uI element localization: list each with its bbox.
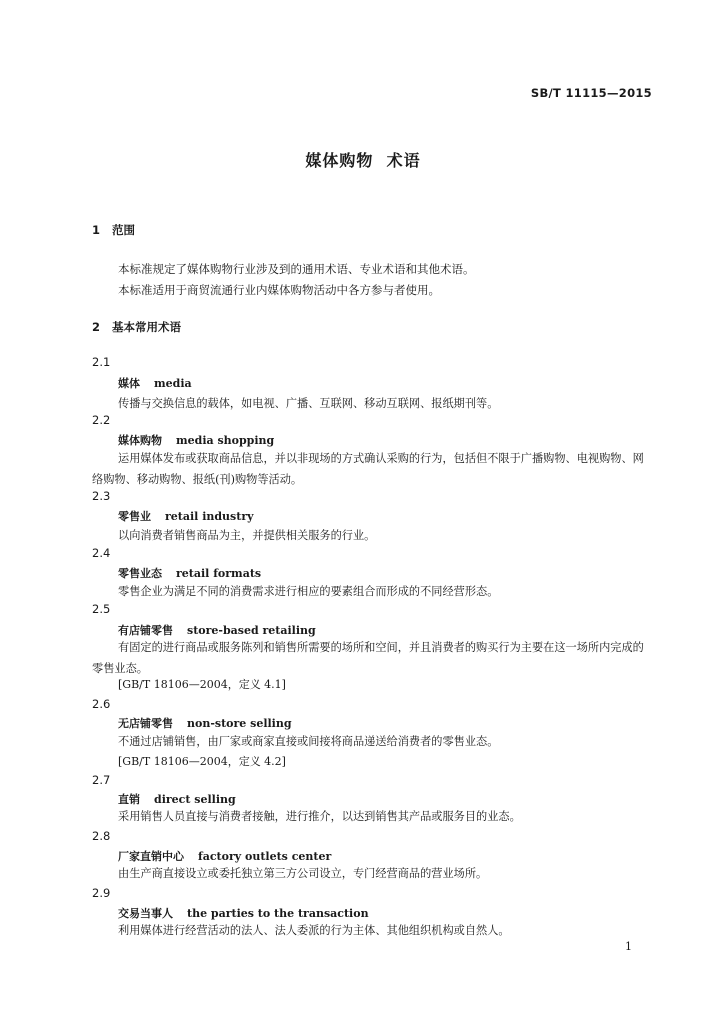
term-number: 2.8: [92, 829, 111, 843]
section-number: 2: [92, 320, 101, 334]
term-entry: [118, 432, 274, 448]
section-title: 基本常用术语: [112, 320, 181, 334]
term-number: 2.5: [92, 602, 111, 616]
term-entry: [118, 715, 292, 731]
term-definition: 运用媒体发布或获取商品信息，并以非现场的方式确认采购的行为，包括但不限于广播购物、电视购物、网络购物、移动购物、报纸(刊)购物等活动。: [92, 452, 644, 486]
term-chinese: 交易当事人: [118, 907, 173, 920]
term-number: 2.4: [92, 546, 111, 560]
term-definition: 以向消费者销售商品为主，并提供相关服务的行业。: [118, 529, 376, 542]
document-title: 媒体购物 术语: [305, 151, 421, 170]
section-heading-scope: [92, 222, 135, 238]
term-entry: [118, 848, 331, 864]
scope-paragraph-1: 本标准规定了媒体购物行业涉及到的通用术语、专业术语和其他术语。: [118, 262, 475, 276]
section-title: 范围: [112, 223, 135, 237]
section-number: 1: [92, 223, 101, 237]
term-definition: 采用销售人员直接与消费者接触，进行推介，以达到销售其产品或服务目的业态。: [118, 810, 521, 823]
term-english: the parties to the transaction: [187, 907, 369, 920]
term-entry: [118, 791, 236, 807]
term-entry: [118, 622, 316, 638]
term-english: retail industry: [165, 510, 254, 523]
term-english: non-store selling: [187, 717, 292, 730]
term-chinese: 零售业态: [118, 567, 162, 580]
term-chinese: 有店铺零售: [118, 624, 173, 637]
term-english: retail formats: [176, 567, 262, 580]
term-number: 2.6: [92, 697, 111, 711]
term-entry: [118, 905, 369, 921]
term-definition: 零售企业为满足不同的消费需求进行相应的要素组合而形成的不同经营形态。: [118, 585, 499, 598]
term-entry: [118, 565, 261, 581]
term-chinese: 媒体: [118, 377, 140, 390]
term-definition: 由生产商直接设立或委托独立第三方公司设立，专门经营商品的营业场所。: [118, 867, 488, 880]
term-chinese: 厂家直销中心: [118, 850, 184, 863]
term-entry: [118, 508, 254, 524]
term-english: store-based retailing: [187, 624, 316, 637]
term-chinese: 媒体购物: [118, 434, 162, 447]
term-english: media: [154, 377, 192, 390]
term-english: direct selling: [154, 793, 236, 806]
term-number: 2.7: [92, 773, 111, 787]
term-definition: 有固定的进行商品或服务陈列和销售所需要的场所和空间，并且消费者的购买行为主要在这一场所内完成的零售业态。: [92, 641, 644, 675]
term-english: media shopping: [176, 434, 275, 447]
term-chinese: 无店铺零售: [118, 717, 173, 730]
term-chinese: 直销: [118, 793, 140, 806]
term-number: 2.3: [92, 489, 111, 503]
term-number: 2.9: [92, 886, 111, 900]
term-reference: [GB/T 18106—2004，定义 4.2]: [118, 755, 286, 768]
term-definition: 传播与交换信息的载体，如电视、广播、互联网、移动互联网、报纸期刊等。: [118, 397, 499, 410]
scope-paragraph-2: 本标准适用于商贸流通行业内媒体购物活动中各方参与者使用。: [118, 283, 440, 297]
term-definition: 利用媒体进行经营活动的法人、法人委派的行为主体、其他组织机构或自然人。: [118, 924, 510, 937]
term-number: 2.2: [92, 413, 111, 427]
term-entry: [118, 375, 192, 391]
standard-code: SB/T 11115—2015: [530, 86, 652, 100]
section-heading-terms: [92, 319, 181, 335]
term-chinese: 零售业: [118, 510, 151, 523]
term-definition: 不通过店铺销售，由厂家或商家直接或间接将商品递送给消费者的零售业态。: [118, 735, 499, 748]
term-english: factory outlets center: [198, 850, 332, 863]
term-number: 2.1: [92, 355, 111, 369]
page-number: 1: [625, 940, 632, 953]
term-reference: [GB/T 18106—2004，定义 4.1]: [118, 678, 286, 691]
